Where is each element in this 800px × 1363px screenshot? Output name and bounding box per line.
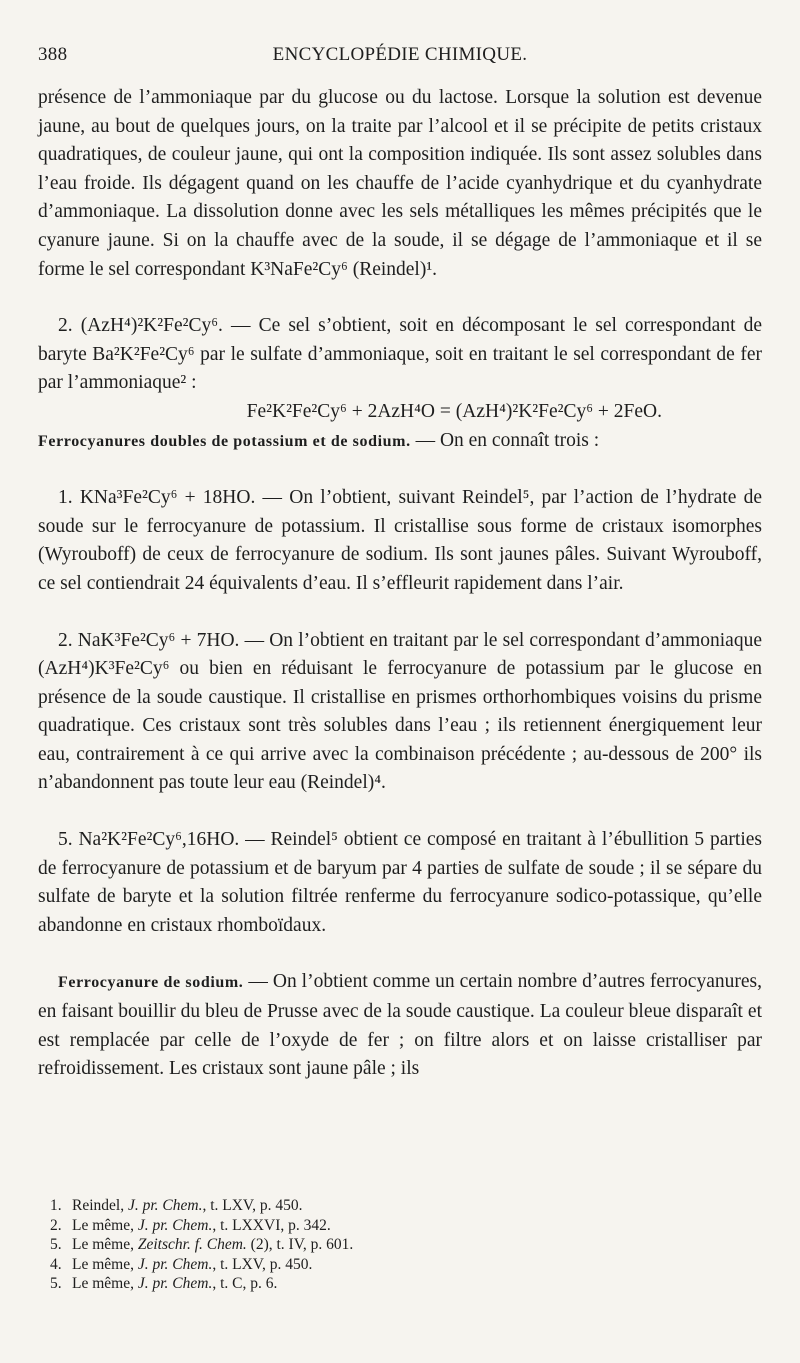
footnote-ref: , t. LXXVI, p. 342. bbox=[212, 1216, 331, 1234]
chemical-equation: Fe²K²Fe²Cy⁶ + 2AzH⁴O = (AzH⁴)²K²Fe²Cy⁶ + 2FeO. bbox=[246, 400, 662, 422]
footnote-journal: J. pr. Chem. bbox=[137, 1255, 213, 1273]
footnote-ref: , t. LXV, p. 450. bbox=[212, 1255, 313, 1273]
section-potassium-sodium bbox=[38, 427, 762, 457]
section-heading: Ferrocyanure de sodium. bbox=[58, 974, 244, 992]
footnote-journal: Zeitschr. f. Chem. bbox=[137, 1236, 247, 1254]
footnote-ref: , t. C, p. 6. bbox=[212, 1275, 278, 1293]
paragraph-salt-1: 1. KNa³Fe²Cy⁶ + 18HO. — On l’obtient, suivant Reindel⁵, par l’action de l’hydrate de soude sur le ferrocyanure de potassium. Il cristallise sous forme de cristaux isomorphes (Wyrouboff) de ceux de ferrocyanure de sodium. Ils sont jaunes pâles. Suivant Wyrouboff, ce sel contiendrait 24 équivalents d’eau. Il s’effleurit rapidement dans l’air. bbox=[38, 487, 762, 594]
footnote-ref: , t. LXV, p. 450. bbox=[202, 1197, 303, 1214]
footnote bbox=[50, 1235, 750, 1255]
footnote-number: 5. bbox=[50, 1275, 62, 1293]
footnote-number: 5. bbox=[50, 1236, 62, 1254]
paragraph-salt-3: 5. Na²K²Fe²Cy⁶,16HO. — Reindel⁵ obtient ce composé en traitant à l’ébullition 5 parties de ferrocyanure de potassium et de baryum par 4 parties de sulfate de soude ; il se sépare du sulfate de baryte et la solution filtrée renferme du ferrocyanure sodico-potassique, qu’elle abandonne en cristaux rhomboïdaux. bbox=[38, 829, 762, 936]
footnote-number: 1. bbox=[50, 1197, 62, 1214]
page-body bbox=[38, 84, 762, 1084]
running-header bbox=[38, 44, 762, 72]
footnote bbox=[50, 1216, 750, 1236]
footnote-author: Le même, bbox=[72, 1216, 138, 1234]
footnote-journal: J. pr. Chem. bbox=[137, 1275, 213, 1293]
section-heading: Ferrocyanures doubles de potassium et de sodium. bbox=[38, 432, 411, 450]
page-number: 388 bbox=[38, 44, 68, 65]
footnote-author: Reindel, bbox=[72, 1197, 128, 1214]
footnote bbox=[50, 1255, 750, 1275]
footnote-number: 4. bbox=[50, 1255, 62, 1273]
footnote-author: Le même, bbox=[72, 1255, 138, 1273]
section-sodium-ferrocyanide bbox=[38, 968, 762, 1083]
footnote bbox=[50, 1274, 750, 1294]
footnote-author: Le même, bbox=[72, 1275, 138, 1293]
footnote bbox=[50, 1196, 750, 1216]
footnote-author: Le même, bbox=[72, 1236, 138, 1254]
paragraph-ammonium-salt: 2. (AzH⁴)²K²Fe²Cy⁶. — Ce sel s’obtient, soit en décomposant le sel correspondant de baryte Ba²K²Fe²Cy⁶ par le sulfate d’ammoniaque, soit en traitant le sel correspondant de fer par l’ammoniaque² : bbox=[38, 315, 762, 394]
section-intro: — On en connaît trois : bbox=[410, 429, 600, 451]
footnote-journal: J. pr. Chem. bbox=[137, 1216, 213, 1234]
footnote-number: 2. bbox=[50, 1216, 62, 1234]
paragraph-continuation: présence de l’ammoniaque par du glucose ou du lactose. Lorsque la solution est devenue jaune, au bout de quelques jours, on la traite par l’alcool et il se précipite de petits cristaux quadratiques, de couleur jaune, qui ont la composition indiquée. Ils sont assez solubles dans l’eau froide. Ils dégagent quand on les chauffe de l’acide cyanhydrique et du cyanhydrate d’ammoniaque. La dissolution donne avec les sels métalliques les mêmes précipités que le cyanure jaune. Si on la chauffe avec de la soude, il se dégage de l’ammoniaque et il se forme le sel correspondant K³NaFe²Cy⁶ (Reindel)¹. bbox=[38, 87, 762, 280]
footnotes bbox=[50, 1196, 750, 1294]
footnote-journal: J. pr. Chem. bbox=[127, 1197, 203, 1214]
footnote-ref: (2), t. IV, p. 601. bbox=[246, 1236, 354, 1254]
paragraph-salt-2: 2. NaK³Fe²Cy⁶ + 7HO. — On l’obtient en traitant par le sel correspondant d’ammoniaque (AzH⁴)K³Fe²Cy⁶ ou bien en réduisant le ferrocyanure de potassium par le glucose en présence de la soude caustique. Il cristallise en prismes orthorhombiques voisins du prisme quadratique. Ces cristaux sont très solubles dans l’eau ; ils retiennent énergiquement leur eau, contrairement à ce qui arrive avec la combinaison précédente ; au-dessous de 200° ils n’abandonnent pas toute leur eau (Reindel)⁴. bbox=[38, 629, 762, 794]
running-title: ENCYCLOPÉDIE CHIMIQUE. bbox=[272, 44, 528, 65]
section-text: — On l’obtient comme un certain nombre d’autres ferrocyanures, en faisant bouillir du bleu de Prusse avec de la soude caustique. La couleur bleue disparaît et est remplacée par celle de l’oxyde de fer ; on filtre alors et on laisse cristalliser par refroidissement. Les cristaux sont jaune pâle ; ils bbox=[38, 971, 762, 1080]
